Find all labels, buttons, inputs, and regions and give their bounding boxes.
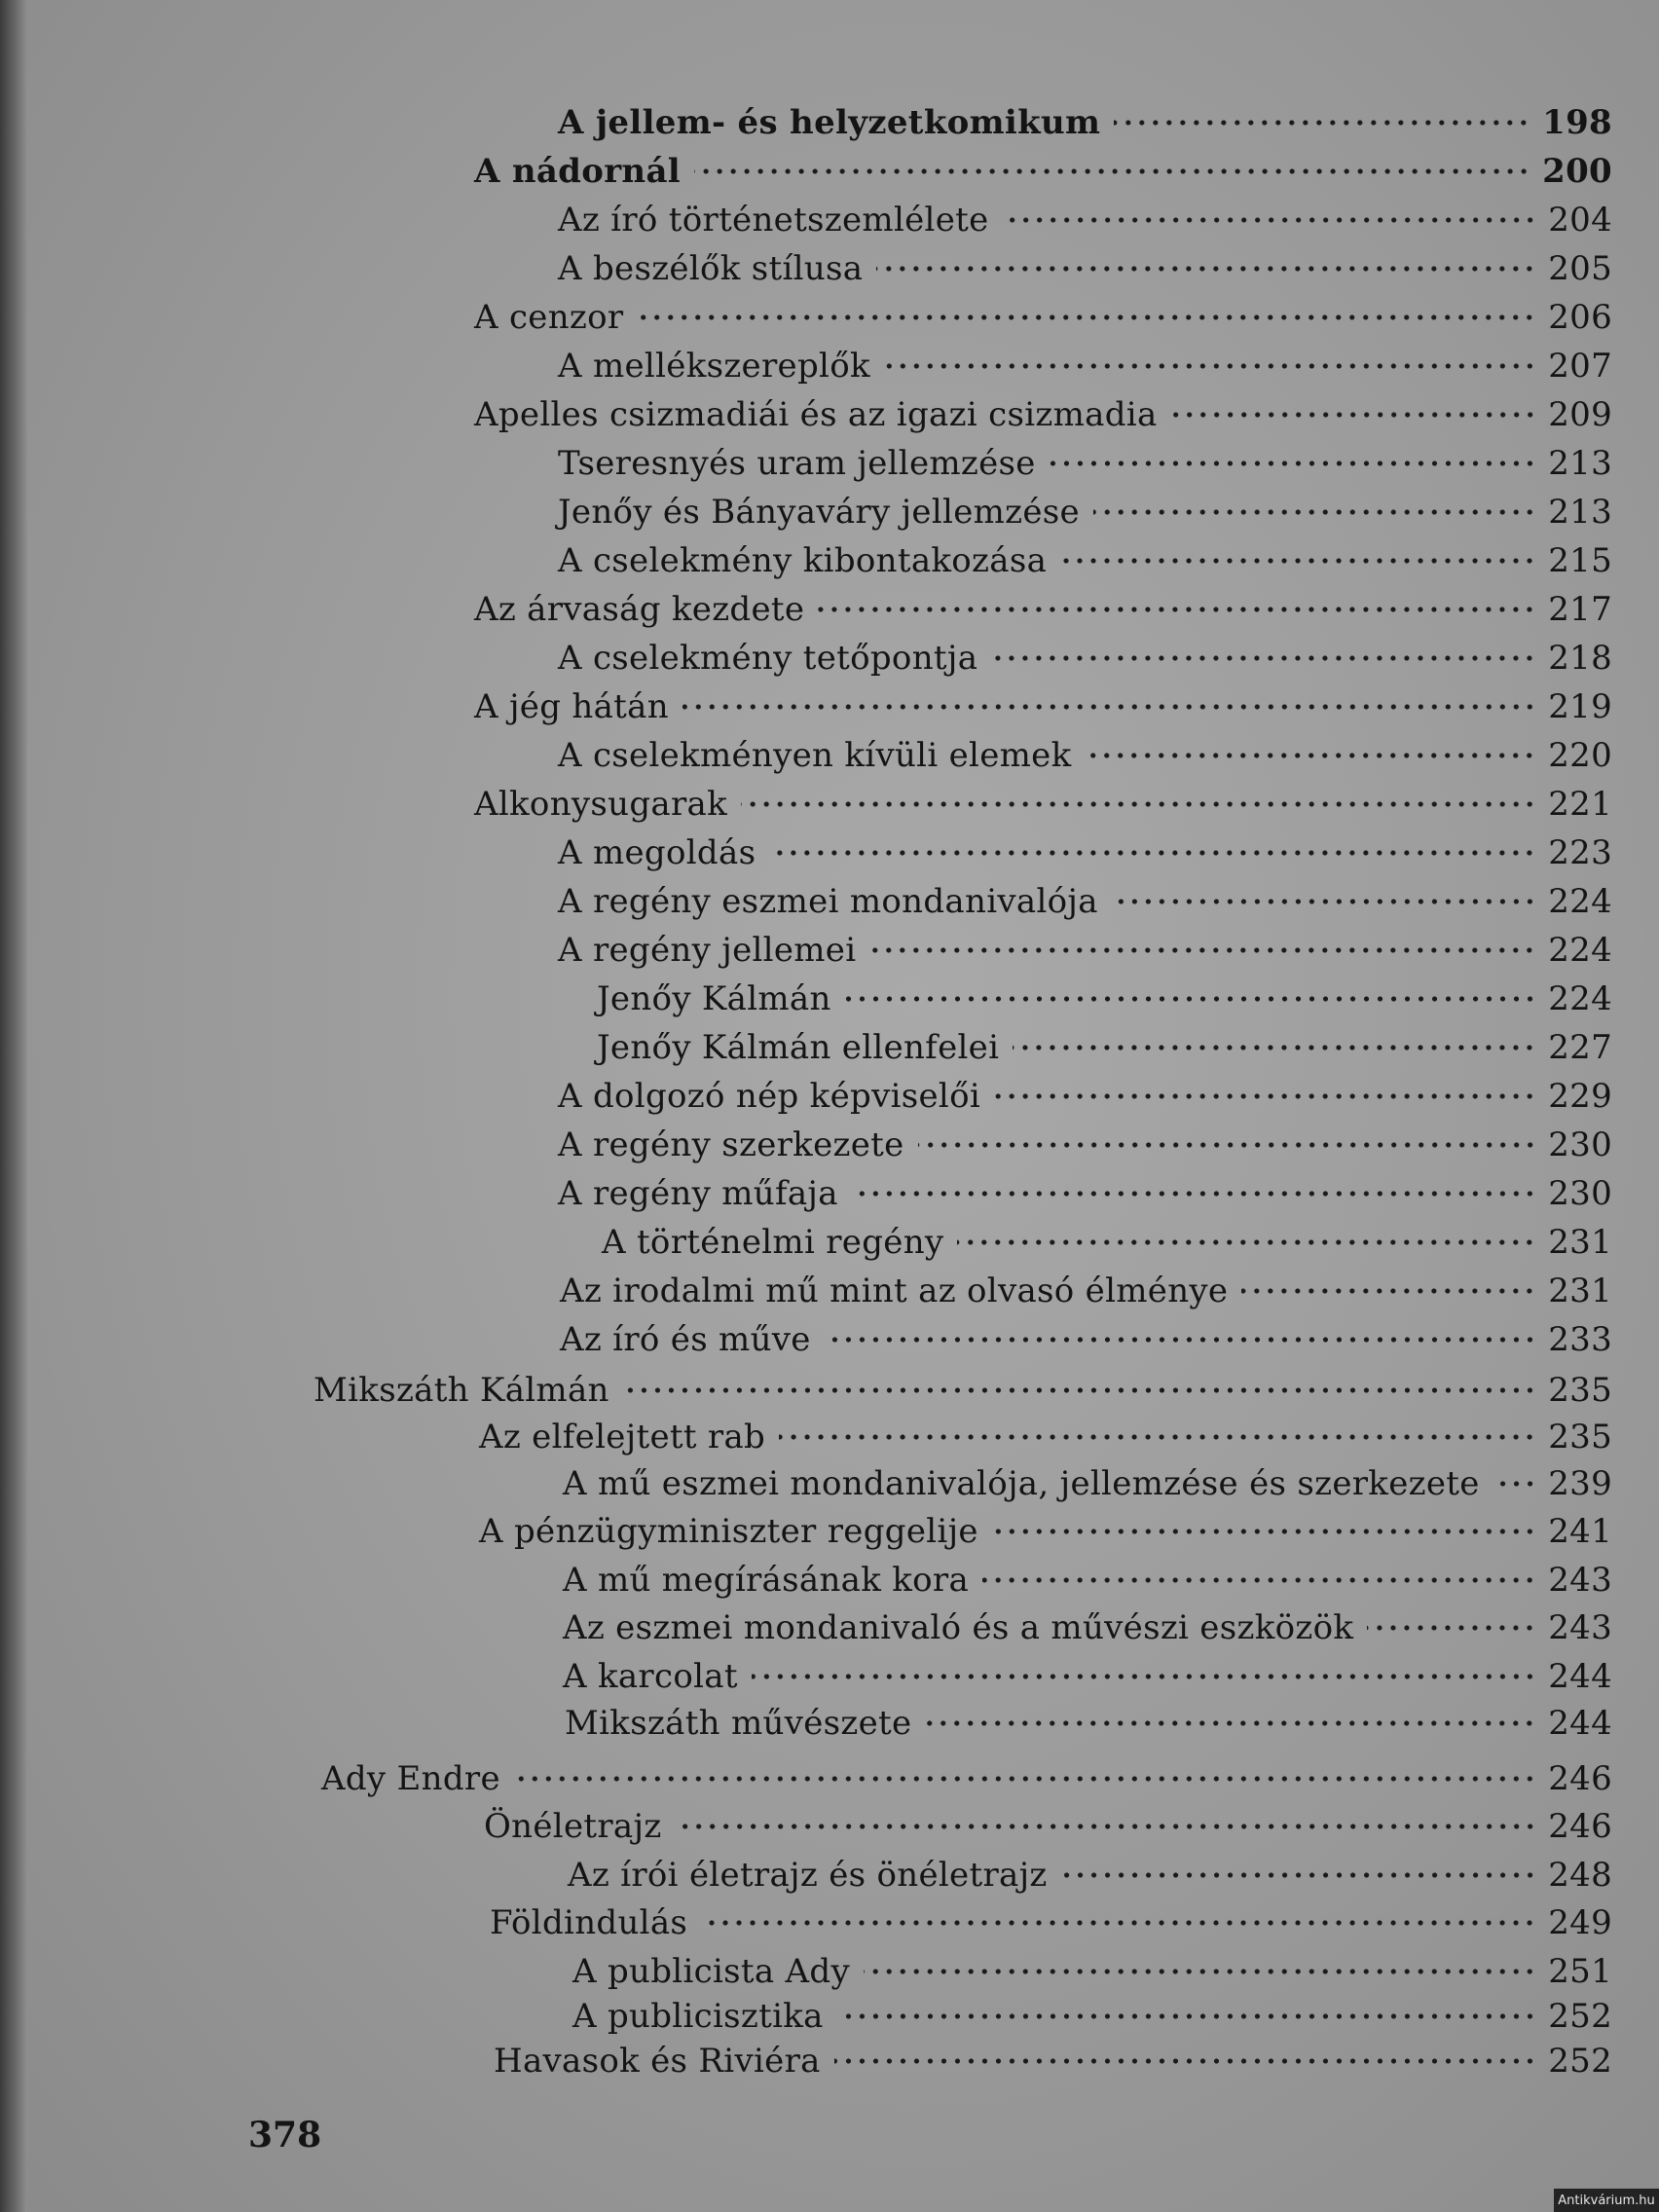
leader-dots <box>1171 411 1537 419</box>
leader-dots <box>779 1433 1536 1441</box>
toc-entry-title: A regény szerkezete <box>558 1125 904 1164</box>
toc-entry-title: Az író és műve <box>560 1320 811 1359</box>
toc-entry-page: 252 <box>1548 2042 1612 2081</box>
toc-entry-title: A cselekmény tetőpontja <box>558 639 978 678</box>
toc-entry-page: 230 <box>1548 1174 1612 1213</box>
toc-entry[interactable] <box>558 731 1612 780</box>
toc-entry-title: Az irodalmi mű mint az olvasó élménye <box>560 1272 1229 1310</box>
toc-entry[interactable] <box>563 1556 1612 1604</box>
toc-entry-title: A regény jellemei <box>558 931 857 970</box>
toc-entry[interactable] <box>602 1218 1612 1267</box>
toc-entry-title: Jenőy Kálmán <box>597 979 831 1018</box>
toc-entry[interactable] <box>558 488 1612 536</box>
toc-entry-title: A mellékszereplők <box>558 347 870 386</box>
toc-entry-title: Ady Endre <box>321 1759 500 1798</box>
toc-entry[interactable] <box>558 342 1612 390</box>
toc-entry[interactable] <box>494 2037 1612 2085</box>
toc-entry[interactable] <box>558 829 1612 877</box>
toc-entry-page: 224 <box>1548 931 1612 970</box>
leader-dots <box>818 606 1536 613</box>
toc-entry-page: 198 <box>1542 103 1612 142</box>
leader-dots <box>769 849 1536 857</box>
toc-entry-title: A regény műfaja <box>558 1174 838 1213</box>
toc-entry[interactable] <box>560 1267 1612 1315</box>
leader-dots <box>852 1190 1536 1198</box>
leader-dots <box>1367 1624 1536 1632</box>
toc-entry-page: 235 <box>1548 1418 1612 1456</box>
toc-entry-title: A regény eszmei mondanivalója <box>558 882 1098 921</box>
page-number: 378 <box>248 2115 322 2156</box>
toc-entry-title: A jellem- és helyzetkomikum <box>558 103 1101 142</box>
toc-entry-page: 218 <box>1548 639 1612 678</box>
toc-entry-title: A pénzügyminiszter reggelije <box>479 1512 978 1551</box>
toc-entry-page: 246 <box>1548 1759 1612 1798</box>
toc-entry-page: 217 <box>1548 590 1612 629</box>
leader-dots <box>925 1719 1536 1727</box>
toc-entry-title: Alkonysugarak <box>474 785 728 824</box>
toc-entry-title: A beszélők stílusa <box>558 249 864 288</box>
toc-entry-page: 235 <box>1548 1371 1612 1410</box>
toc-entry-page: 215 <box>1548 541 1612 580</box>
toc-entry-title: A dolgozó nép képviselői <box>558 1077 981 1116</box>
toc-entry-page: 223 <box>1548 833 1612 872</box>
toc-entry[interactable] <box>479 1413 1612 1461</box>
toc-entry-title: A mű megírásának kora <box>563 1561 970 1600</box>
toc-entry[interactable] <box>558 926 1612 975</box>
toc-entry-page: 227 <box>1548 1028 1612 1067</box>
toc-entry[interactable] <box>558 196 1612 244</box>
toc-entry-title: A cselekményen kívüli elemek <box>558 736 1072 775</box>
toc-entry-page: 220 <box>1548 736 1612 775</box>
leader-dots <box>752 1673 1536 1680</box>
toc-entry-title: Földindulás <box>490 1903 688 1942</box>
toc-entry-page: 224 <box>1548 979 1612 1018</box>
toc-entry[interactable] <box>474 390 1612 439</box>
toc-entry-title: A cselekmény kibontakozása <box>558 541 1048 580</box>
toc-entry-title: Apelles csizmadiái és az igazi csizmadia <box>474 395 1158 434</box>
watermark: Antikvárium.hu <box>1554 2189 1659 2212</box>
toc-entry[interactable] <box>484 1802 1612 1851</box>
toc-entry-page: 230 <box>1548 1125 1612 1164</box>
leader-dots <box>701 1919 1536 1927</box>
leader-dots <box>825 1336 1536 1344</box>
toc-entry[interactable] <box>568 1851 1612 1899</box>
toc-entry[interactable] <box>560 1315 1612 1364</box>
toc-entry-title: Az elfelejtett rab <box>479 1418 766 1456</box>
toc-entry-page: 204 <box>1548 201 1612 240</box>
toc-entry-page: 213 <box>1548 444 1612 483</box>
toc-entry-page: 243 <box>1548 1561 1612 1600</box>
leader-dots <box>876 265 1536 273</box>
leader-dots <box>1061 1871 1537 1879</box>
leader-dots <box>1050 460 1536 467</box>
toc-entry[interactable] <box>474 682 1612 731</box>
leader-dots <box>1003 216 1537 224</box>
toc-entry-title: A nádornál <box>474 152 681 191</box>
toc-entry-page: 207 <box>1548 347 1612 386</box>
leader-dots <box>682 703 1536 711</box>
toc-entry[interactable] <box>597 1023 1612 1072</box>
toc-entry-title: A megoldás <box>558 833 756 872</box>
toc-entry-page: 209 <box>1548 395 1612 434</box>
toc-entry[interactable] <box>565 1699 1612 1748</box>
toc-entry-page: 231 <box>1548 1272 1612 1310</box>
leader-dots <box>884 362 1536 370</box>
toc-entry-page: 229 <box>1548 1077 1612 1116</box>
toc-entry-page: 205 <box>1548 249 1612 288</box>
toc-entry[interactable] <box>313 1366 1612 1415</box>
toc-entry[interactable] <box>321 1754 1612 1803</box>
toc-entry-title: Havasok és Riviéra <box>494 2042 821 2081</box>
toc-entry[interactable] <box>474 585 1612 634</box>
toc-entry-page: 221 <box>1548 785 1612 824</box>
toc-entry-title: Az író történetszemlélete <box>558 201 989 240</box>
toc-entry-page: 200 <box>1542 152 1612 191</box>
toc-entry-page: 239 <box>1548 1464 1612 1503</box>
toc-entry-page: 246 <box>1548 1807 1612 1846</box>
leader-dots <box>845 995 1537 1003</box>
leader-dots <box>918 1141 1537 1149</box>
toc-entry-title: Az eszmei mondanivaló és a művészi eszközök <box>563 1608 1354 1647</box>
leader-dots <box>834 2057 1536 2065</box>
toc-entry[interactable] <box>558 439 1612 488</box>
toc-entry-title: Az árvaság kezdete <box>474 590 805 629</box>
toc-entry[interactable] <box>558 1072 1612 1121</box>
toc-entry[interactable] <box>474 293 1612 342</box>
toc-entry-title: A történelmi regény <box>602 1223 944 1262</box>
leader-dots <box>869 946 1536 954</box>
toc-entry[interactable] <box>563 1459 1612 1508</box>
leader-dots <box>982 1576 1536 1584</box>
toc-entry-title: Tseresnyés uram jellemzése <box>558 444 1036 483</box>
toc-entry[interactable] <box>558 1169 1612 1218</box>
toc-entry[interactable] <box>572 1947 1612 1996</box>
toc-entry-page: 224 <box>1548 882 1612 921</box>
toc-entry-title: Mikszáth művészete <box>565 1704 912 1743</box>
leader-dots <box>694 167 1530 175</box>
toc-entry[interactable] <box>572 1992 1612 2041</box>
leader-dots <box>676 1823 1537 1830</box>
leader-dots <box>1241 1287 1536 1295</box>
leader-dots <box>1114 119 1530 127</box>
leader-dots <box>957 1238 1536 1246</box>
leader-dots <box>514 1775 1536 1783</box>
toc-entry[interactable] <box>474 147 1612 196</box>
toc-entry[interactable] <box>479 1507 1612 1556</box>
toc-entry-page: 248 <box>1548 1856 1612 1895</box>
toc-entry[interactable] <box>558 634 1612 682</box>
toc-entry-title: A publicisztika <box>572 1997 824 2036</box>
toc-entry-page: 244 <box>1548 1704 1612 1743</box>
toc-entry[interactable] <box>558 98 1612 147</box>
leader-dots <box>1093 508 1536 516</box>
leader-dots <box>1013 1044 1536 1051</box>
toc-entry[interactable] <box>558 877 1612 926</box>
toc-entry-page: 231 <box>1548 1223 1612 1262</box>
leader-dots <box>994 1092 1536 1100</box>
leader-dots <box>991 654 1536 662</box>
toc-entry[interactable] <box>563 1652 1612 1701</box>
leader-dots <box>1493 1480 1537 1488</box>
toc-entry-page: 252 <box>1548 1997 1612 2036</box>
toc-entry-title: A jég hátán <box>474 687 669 726</box>
leader-dots <box>864 1968 1536 1975</box>
toc-entry-page: 233 <box>1548 1320 1612 1359</box>
leader-dots <box>741 800 1536 808</box>
leader-dots <box>623 1386 1536 1394</box>
toc-entry-page: 219 <box>1548 687 1612 726</box>
toc-entry-title: Önéletrajz <box>484 1807 662 1846</box>
toc-entry[interactable] <box>558 536 1612 585</box>
toc-entry-title: Mikszáth Kálmán <box>313 1371 609 1410</box>
toc-entry[interactable] <box>563 1604 1612 1652</box>
toc-entry-page: 244 <box>1548 1657 1612 1696</box>
toc-entry[interactable] <box>474 780 1612 829</box>
toc-entry-title: A publicista Ady <box>572 1952 850 1991</box>
leader-dots <box>1085 752 1536 759</box>
toc-entry-page: 206 <box>1548 298 1612 337</box>
leader-dots <box>992 1528 1536 1535</box>
toc-entry-title: Jenőy Kálmán ellenfelei <box>597 1028 1000 1067</box>
toc-entry-title: A cenzor <box>474 298 624 337</box>
toc-entry-page: 241 <box>1548 1512 1612 1551</box>
leader-dots <box>1060 557 1536 565</box>
toc-entry[interactable] <box>558 1121 1612 1169</box>
toc-entry-page: 243 <box>1548 1608 1612 1647</box>
toc-entry[interactable] <box>597 975 1612 1023</box>
leader-dots <box>637 313 1536 321</box>
toc-entry-page: 213 <box>1548 493 1612 532</box>
toc-entry-title: A karcolat <box>563 1657 738 1696</box>
toc-entry[interactable] <box>490 1899 1612 1947</box>
leader-dots <box>837 2012 1536 2020</box>
toc-entry-page: 249 <box>1548 1903 1612 1942</box>
leader-dots <box>1112 898 1536 905</box>
toc-entry-page: 251 <box>1548 1952 1612 1991</box>
toc-entry[interactable] <box>558 244 1612 293</box>
toc-entry-title: Jenőy és Bányaváry jellemzése <box>558 493 1080 532</box>
toc-entry-title: Az írói életrajz és önéletrajz <box>568 1856 1048 1895</box>
toc-entry-title: A mű eszmei mondanivalója, jellemzése és szerkezete <box>563 1464 1480 1503</box>
